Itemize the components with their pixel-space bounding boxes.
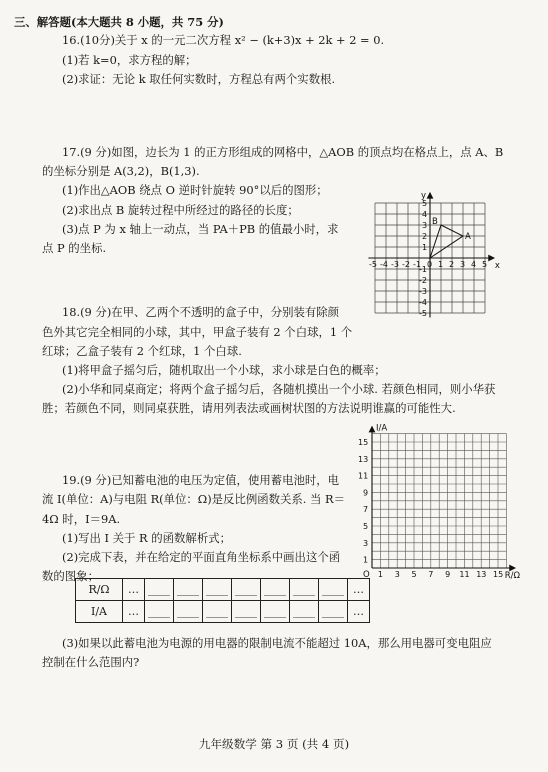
point-a-label: A [465, 232, 471, 242]
x-tick-label: 1 [377, 570, 383, 579]
x-tick-label: 11 [459, 570, 470, 579]
x-tick-label: 5 [482, 260, 488, 269]
q18-part2b: 胜；若颜色不同，则同桌获胜，请用列表法或画树状图的方法说明谁赢的可能性大. [42, 401, 456, 415]
q18-line3: 红球；乙盒子装有 2 个红球，1 个白球. [42, 344, 242, 358]
x-axis-label: x [494, 261, 500, 271]
table-cell[interactable]: ____ [203, 601, 232, 623]
table-cell-ellipsis: … [123, 579, 145, 601]
triangle-aob [430, 225, 463, 258]
table-header-r: R/Ω [76, 579, 123, 601]
x-axis-arrow [510, 566, 515, 571]
y-tick-label: 5 [422, 199, 428, 208]
section-title: 三、解答题(本大题共 8 小题，共 75 分) [14, 15, 224, 29]
y-tick-label: 9 [363, 488, 369, 498]
x-tick-label: 7 [428, 570, 434, 579]
y-tick-label: 13 [358, 454, 369, 464]
q17-part3a: (3)点 P 为 x 轴上一动点，当 PA＋PB 的值最小时，求 [62, 222, 339, 236]
table-cell[interactable]: ____ [145, 579, 174, 601]
x-tick-label: -4 [380, 260, 388, 269]
x-tick-label: -3 [391, 260, 399, 269]
y-axis-arrow [370, 427, 375, 432]
y-axis-arrow [428, 193, 433, 198]
table-cell[interactable]: ____ [174, 579, 203, 601]
q19-part2a: (2)完成下表，并在给定的平面直角坐标系中画出这个函 [62, 550, 341, 564]
y-tick-label: -1 [419, 265, 427, 274]
x-tick-label: 3 [460, 260, 466, 269]
q19-line2: 流 I(单位：A)与电阻 R(单位：Ω)是反比例函数关系. 当 R＝ [42, 492, 346, 506]
y-tick-label: 11 [358, 471, 369, 481]
q18-line2: 色外其它完全相同的小球，其中，甲盒子装有 2 个白球，1 个 [42, 325, 353, 339]
y-tick-label: -3 [419, 287, 427, 296]
q17-part1: (1)作出△AOB 绕点 O 逆时针旋转 90°以后的图形； [62, 183, 328, 197]
table-cell[interactable]: ____ [232, 601, 261, 623]
q19-line3: 4Ω 时，I＝9A. [42, 512, 121, 526]
x-axis-label: R/Ω [504, 571, 520, 581]
y-tick-label: 5 [363, 522, 369, 531]
x-tick-label: -1 [413, 260, 421, 269]
y-tick-label: -2 [419, 276, 427, 285]
table-cell[interactable]: ____ [174, 601, 203, 623]
q17-coordinate-grid [358, 176, 518, 326]
table-row [76, 601, 370, 623]
x-tick-label: 1 [438, 260, 444, 269]
q16-part2: (2)求证：无论 k 取任何实数时，方程总有两个实数根. [62, 72, 336, 86]
q19-part3a: (3)如果以此蓄电池为电源的用电器的限制电流不能超过 10A，那么用电器可变电阻应 [62, 636, 492, 650]
y-tick-label: 2 [422, 232, 428, 241]
x-tick-label: 3 [394, 570, 400, 579]
table-header-i: I/A [76, 601, 123, 623]
point-b-label: B [432, 217, 438, 227]
q17-line2: 的坐标分别是 A(3,2)，B(1,3). [42, 164, 200, 178]
y-tick-label: 1 [422, 243, 428, 252]
table-cell-ellipsis: … [348, 601, 370, 623]
q19-part2b: 数的图象； [42, 569, 99, 583]
x-tick-label: 0 [427, 260, 433, 269]
x-tick-label: -2 [402, 260, 410, 269]
x-tick-label: 13 [476, 570, 487, 579]
table-cell-ellipsis: … [348, 579, 370, 601]
q19-value-table [75, 578, 370, 623]
y-tick-label: 15 [358, 438, 369, 447]
table-cell[interactable]: ____ [261, 579, 290, 601]
table-cell[interactable]: ____ [319, 601, 348, 623]
origin-label: O [363, 570, 370, 580]
q17-part2: (2)求出点 B 旋转过程中所经过的路径的长度； [62, 203, 299, 217]
y-axis-label: y [421, 191, 427, 202]
y-tick-label: -5 [419, 309, 427, 318]
table-cell[interactable]: ____ [203, 579, 232, 601]
x-tick-label: 5 [411, 570, 417, 579]
y-tick-label: 7 [363, 505, 369, 515]
q18-part1: (1)将甲盒子摇匀后，随机取出一个小球，求小球是白色的概率； [62, 363, 386, 377]
q19-coordinate-grid [356, 423, 526, 582]
q16-stem: 16.(10分)关于 x 的一元二次方程 x² − (k+3)x + 2k + 2 = 0. [62, 33, 385, 47]
q16-part1: (1)若 k=0，求方程的解； [62, 53, 197, 67]
y-axis-label: I/A [376, 423, 388, 434]
y-tick-label: 4 [422, 210, 428, 219]
x-tick-label: 15 [493, 570, 504, 579]
table-cell[interactable]: ____ [232, 579, 261, 601]
y-tick-label: 3 [363, 538, 369, 548]
q19-part1: (1)写出 I 关于 R 的函数解析式； [62, 531, 231, 545]
table-cell[interactable]: ____ [319, 579, 348, 601]
q18-part2a: (2)小华和同桌商定；将两个盒子摇匀后，各随机摸出一个小球. 若颜色相同，则小华获 [62, 382, 496, 396]
table-cell-ellipsis: … [123, 601, 145, 623]
q17-part3b: 点 P 的坐标. [42, 241, 107, 255]
x-tick-label: 4 [471, 260, 477, 269]
table-cell[interactable]: ____ [290, 601, 319, 623]
q18-line1: 18.(9 分)在甲、乙两个不透明的盒子中，分别装有除颜 [62, 305, 340, 319]
x-tick-label: 2 [449, 260, 455, 269]
x-tick-label: 9 [445, 570, 451, 579]
table-cell[interactable]: ____ [290, 579, 319, 601]
q17-line1: 17.(9 分)如图，边长为 1 的正方形组成的网格中，△AOB 的顶点均在格点上，点 A、B [62, 145, 504, 159]
x-tick-label: -5 [369, 260, 377, 269]
y-tick-label: 1 [363, 555, 369, 565]
table-row [76, 579, 370, 601]
table-cell[interactable]: ____ [261, 601, 290, 623]
page-footer: 九年级数学 第 3 页 (共 4 页) [198, 737, 350, 751]
y-tick-label: 3 [422, 221, 428, 230]
table-cell[interactable]: ____ [145, 601, 174, 623]
y-tick-label: -4 [419, 298, 427, 307]
x-axis-arrow [489, 256, 494, 261]
q19-line1: 19.(9 分)已知蓄电池的电压为定值，使用蓄电池时，电 [62, 473, 340, 487]
q19-part3b: 控制在什么范围内? [42, 655, 140, 669]
